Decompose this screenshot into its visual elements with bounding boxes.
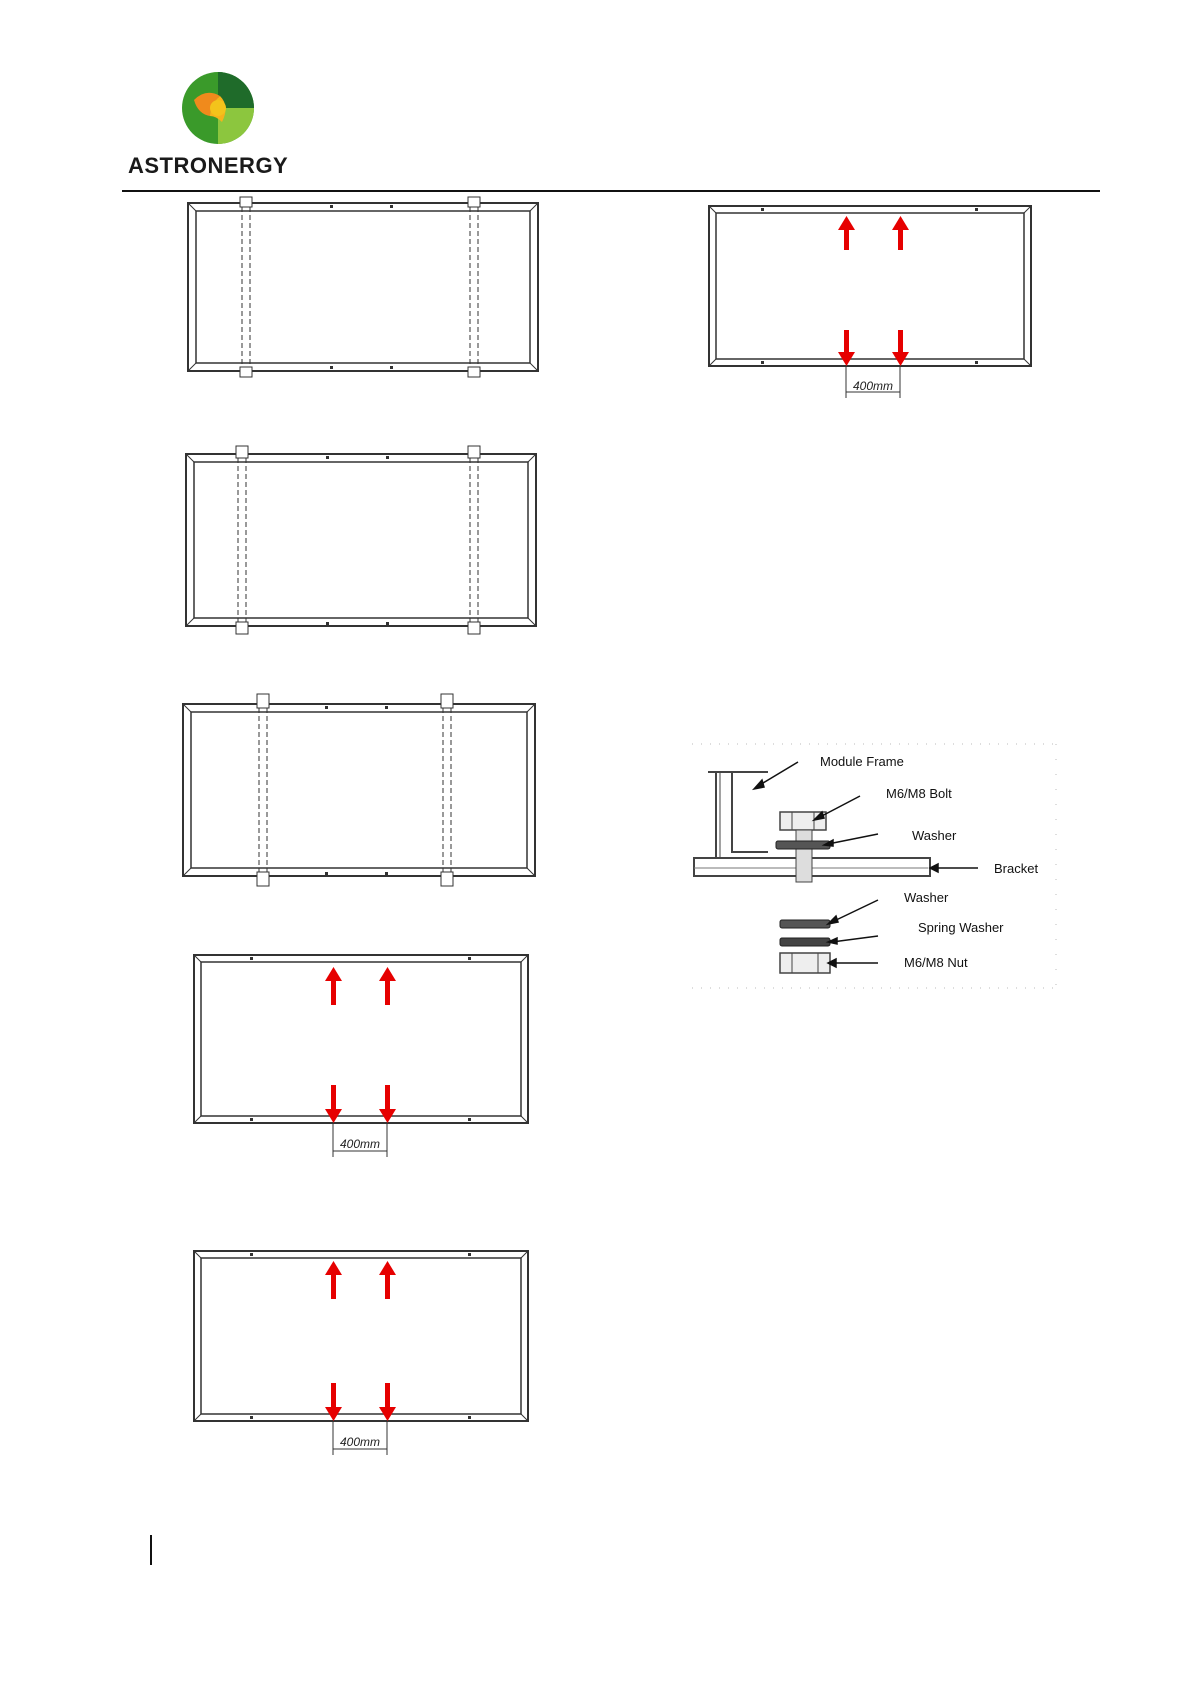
arrow-up-icon	[385, 1273, 390, 1299]
arrow-down-icon	[331, 1383, 336, 1409]
arrow-down-icon	[385, 1383, 390, 1409]
module-diagram-clamp-points-3	[705, 200, 1040, 400]
dimension-label: 400mm	[852, 379, 894, 393]
label-nut: M6/M8 Nut	[904, 955, 968, 970]
arrow-down-icon	[898, 330, 903, 354]
arrow-up-icon	[898, 228, 903, 250]
arrow-down-icon	[385, 1085, 390, 1111]
arrow-up-icon	[844, 228, 849, 250]
arrow-down-icon	[844, 330, 849, 354]
header-divider	[122, 190, 1100, 192]
footer-margin-mark	[150, 1535, 152, 1565]
label-washer-top: Washer	[912, 828, 957, 843]
label-module-frame: Module Frame	[820, 754, 904, 769]
arrow-up-icon	[385, 979, 390, 1005]
label-bolt: M6/M8 Bolt	[886, 786, 952, 801]
module-diagram-clamp-points-1	[190, 945, 535, 1160]
dimension-label: 400mm	[339, 1137, 381, 1151]
bolt-assembly-diagram	[688, 740, 1060, 992]
module-diagram-straps-3	[175, 692, 545, 892]
module-diagram-clamp-points-2	[190, 1243, 535, 1458]
module-diagram-straps-1	[180, 195, 545, 385]
arrow-down-icon	[331, 1085, 336, 1111]
arrow-up-icon	[331, 979, 336, 1005]
brand-name: ASTRONERGY	[128, 153, 289, 178]
dimension-label: 400mm	[339, 1435, 381, 1449]
label-bracket: Bracket	[994, 861, 1039, 876]
label-washer-bottom: Washer	[904, 890, 949, 905]
label-spring-washer: Spring Washer	[918, 920, 1004, 935]
astronergy-logo-icon	[180, 70, 256, 146]
arrow-up-icon	[331, 1273, 336, 1299]
module-diagram-straps-2	[178, 444, 543, 640]
